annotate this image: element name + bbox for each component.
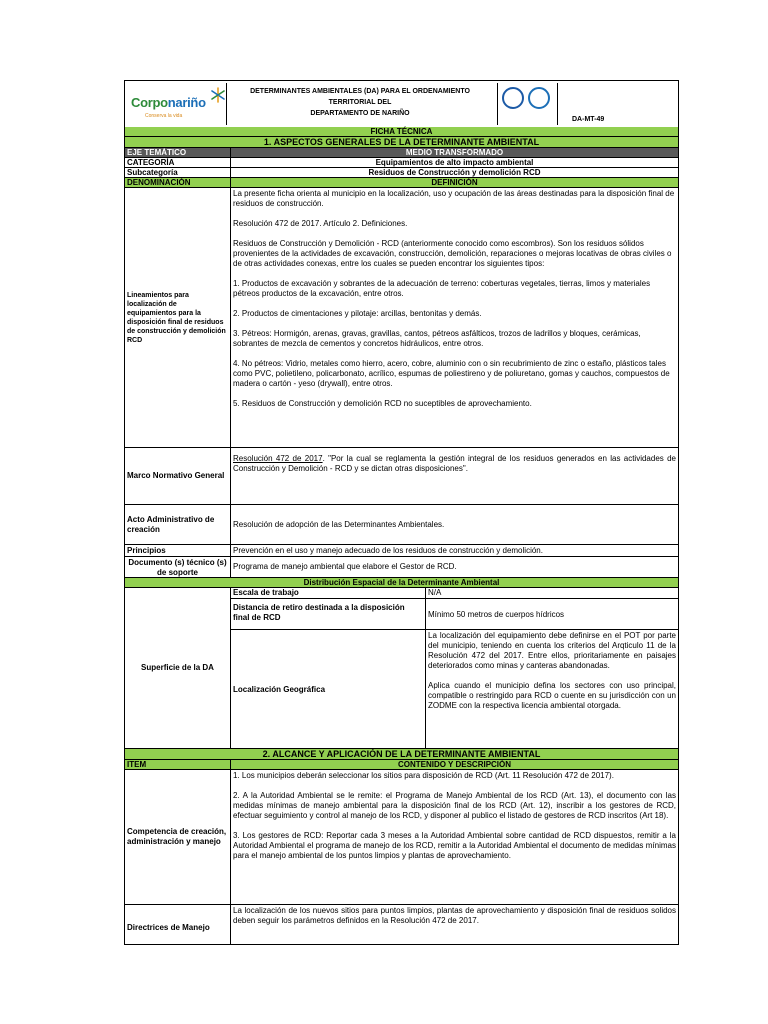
title-line-1: DETERMINANTES AMBIENTALES (DA) PARA EL ORDENAMIENTO: [250, 88, 470, 95]
superficie-row: [125, 588, 678, 749]
document-header: [125, 81, 678, 128]
distancia-value-cell: [426, 599, 678, 630]
documento-label: Documento (s) técnico (s) de soporte: [128, 558, 227, 577]
competencia-paragraph-2: 2. A la Autoridad Ambiental se le remite: el Programa de Manejo Ambiental de los RCD (Art. 13), el documento con las medidas mínimas de manejo ambiental para la disposición final de los RCD (Art. 12), inscribir a los gestores de RCD, efectuar seguimiento y control al manejo de los RCD, y disponer al publico el listado de gestores de RCD inscritos (Art 18).: [233, 791, 676, 820]
logo-name-part2: nariño: [167, 95, 206, 110]
principios-value: Prevención en el uso y manejo adecuado de los residuos de construcción y demolición.: [230, 545, 678, 556]
localizacion-label-cell: [231, 630, 425, 749]
item-header-row: [125, 760, 678, 770]
principios-label: Principios: [127, 546, 166, 555]
directrices-row: [125, 905, 678, 944]
acto-value-cell: [230, 505, 678, 544]
competencia-label-cell: [125, 770, 230, 904]
superficie-values-col: [425, 588, 678, 749]
ficha-tecnica-heading: FICHA TÉCNICA: [125, 127, 678, 137]
localizacion-content: [426, 630, 678, 749]
denominacion-label: DENOMINACIÓN: [127, 178, 191, 187]
lineamientos-paragraph-4: 1. Productos de excavación y sobrantes de la adecuación de terreno: coberturas vegetales, tierras, limos y materiales pétreos productos de la excavación, entre otros.: [233, 279, 651, 298]
document-code: DA-MT-49: [572, 116, 605, 123]
section-2-heading: 2. ALCANCE Y APLICACIÓN DE LA DETERMINANTE AMBIENTAL: [125, 749, 678, 760]
acto-label: Acto Administrativo de creación: [127, 514, 215, 534]
distancia-value: Mínimo 50 metros de cuerpos hídricos: [428, 609, 565, 619]
marco-text: . "Por la cual se reglamenta la gestión integral de los residuos generados en las actividades de Construcción y Demolición - RCD y se dictan otras disposiciones".: [233, 454, 676, 473]
lineamientos-row: [125, 188, 678, 448]
lineamientos-label: Lineamientos para localización de equipamientos para la disposición final de residuos de construcción y demolición RCD: [127, 291, 226, 344]
directrices-value: La localización de los nuevos sitios para puntos limpios, plantas de aprovechamiento y disposición final de residuos solidos deben seguir los parámetros definidos en la Resolución 472 de 2017.: [230, 905, 678, 944]
marco-normativo-row: [125, 448, 678, 505]
distancia-label: Distancia de retiro destinada a la disposición final de RCD: [231, 599, 425, 630]
lineamientos-paragraph-3: Residuos de Construcción y Demolición - RCD (anteriormente conocido como escombros). Son los residuos sólidos provenientes de la actividades de excavación, construcción, demolición, reparaciones o mejoras locativas de obras civiles o de otras actividades conexas, entre los cuales se pueden encontrar los siguientes tipos:: [233, 239, 672, 268]
contenido-label: CONTENIDO Y DESCRIPCIÓN: [230, 760, 678, 769]
eje-label: EJE TEMÁTICO: [127, 148, 187, 157]
certification-seals: [497, 83, 556, 125]
superficie-label: Superficie de la DA: [141, 663, 214, 672]
logo-tagline: Conserva la vida: [145, 113, 183, 119]
categoria-row: [125, 158, 678, 168]
logo-name: [131, 95, 206, 110]
logo-name-part1: Corpo: [131, 95, 168, 110]
localizacion-label: Localización Geográfica: [233, 685, 326, 694]
document-title: [230, 86, 490, 119]
superficie-labels-col: [230, 588, 425, 749]
localizacion-paragraph-1: La localización del equipamiento debe definirse en el POT por parte del municipio, teniendo en cuenta los criterios del Arqticulo 11 de la Resolución 472 del 2017. Entre ellos, prioritariamente en paisajes deteriorados como minas y canteras abandonadas.: [428, 631, 676, 670]
corponarino-logo: [127, 83, 227, 125]
competencia-paragraph-3: 3. Los gestores de RCD: Reportar cada 3 meses a la Autoridad Ambiental sobre cantidad de RCD dispuestos, remitir a la Autoridad Ambiental el programa de manejo de los RCD, remitir a la Autoridad Ambiental el documento de medidas mínimas para el manejo ambiental de los puntos limpios y plantas de aprovechamiento.: [233, 831, 676, 860]
categoria-label: CATEGORÍA: [127, 158, 175, 167]
documento-value-cell: [230, 557, 678, 577]
localizacion-paragraph-2: Aplica cuando el municipio defina los sectores con uso principal, compatible o restringido para RCD o cuente en su jurisdicción con un ZODME con la respectiva licencia ambiental otorgada.: [428, 681, 676, 710]
title-line-2: TERRITORIAL DEL: [328, 99, 392, 106]
categoria-value: Equipamientos de alto impacto ambiental: [230, 158, 678, 167]
lineamientos-paragraph-1: La presente ficha orienta al municipio en la localización, uso y ocupación de las áreas destinadas para la disposición final de residuos de construcción.: [233, 189, 675, 208]
directrices-label-cell: [125, 905, 230, 944]
distribucion-heading: Distribución Espacial de la Determinante Ambiental: [125, 578, 678, 588]
lineamientos-content: [230, 188, 678, 447]
sun-logo-icon: [210, 87, 226, 103]
competencia-paragraph-1: 1. Los municipios deberán seleccionar los sitios para disposición de RCD (Art. 11 Resolución 472 de 2017).: [233, 771, 614, 780]
escala-value: N/A: [426, 588, 678, 599]
marco-label: Marco Normativo General: [127, 471, 225, 480]
documento-value: Programa de manejo ambiental que elabore el Gestor de RCD.: [233, 562, 457, 571]
eje-value: MEDIO TRANSFORMADO: [230, 148, 678, 157]
lineamientos-paragraph-7: 4. No pétreos: Vidrio, metales como hierro, acero, cobre, aluminio con o sin recubrimiento de zinc o estaño, plásticos tales como PVC, polietileno, policarbonato, acrílico, espumas de poliestireno y de poliuretano, gomas y cauchos, compuestos de madera o cartón - yeso (drywall), entre otros.: [233, 359, 670, 388]
acto-label-cell: [125, 505, 230, 544]
marco-content: [230, 448, 678, 504]
acto-administrativo-row: [125, 505, 678, 545]
subcategoria-row: [125, 168, 678, 178]
technical-sheet: [124, 80, 679, 945]
marco-label-cell: [125, 448, 230, 504]
acto-value: Resolución de adopción de las Determinantes Ambientales.: [233, 519, 445, 529]
section-1-heading: 1. ASPECTOS GENERALES DE LA DETERMINANTE AMBIENTAL: [125, 137, 678, 148]
lineamientos-paragraph-8: 5. Residuos de Construcción y demolición RCD no suceptibles de aprovechamiento.: [233, 399, 532, 408]
eje-tematico-row: [125, 148, 678, 158]
subcategoria-value: Residuos de Construcción y demolición RCD: [230, 168, 678, 177]
definicion-label: DEFINICIÓN: [230, 178, 678, 187]
subcategoria-label: Subcategoría: [127, 168, 178, 177]
documento-tecnico-row: [125, 557, 678, 578]
iqnet-seal-icon: [528, 87, 550, 109]
superficie-label-cell: [125, 588, 230, 748]
denominacion-row: [125, 178, 678, 188]
document-code-cell: [557, 83, 677, 125]
item-label: ITEM: [127, 760, 147, 769]
competencia-content: [230, 770, 678, 904]
lineamientos-paragraph-2: Resolución 472 de 2017. Artículo 2. Definiciones.: [233, 219, 408, 228]
directrices-label: Directrices de Manejo: [127, 923, 210, 932]
lineamientos-paragraph-6: 3. Pétreos: Hormigón, arenas, gravas, gravillas, cantos, pétreos asfálticos, trozos de ladrillos y bloques, cerámicas, sobrantes de mezcla de cementos y concretos hidráulicos, entre otros.: [233, 329, 641, 348]
competencia-row: [125, 770, 678, 905]
title-line-3: DEPARTAMENTO DE NARIÑO: [310, 110, 410, 117]
escala-label: Escala de trabajo: [231, 588, 425, 599]
lineamientos-paragraph-5: 2. Productos de cimentaciones y pilotaje: arcillas, bentonitas y demás.: [233, 309, 482, 318]
icontec-seal-icon: [502, 87, 524, 109]
lineamientos-label-cell: [125, 188, 230, 447]
principios-row: [125, 545, 678, 557]
competencia-label: Competencia de creación, administración y manejo: [127, 827, 227, 846]
resolucion-472-link[interactable]: Resolución 472 de 2017: [233, 454, 323, 463]
